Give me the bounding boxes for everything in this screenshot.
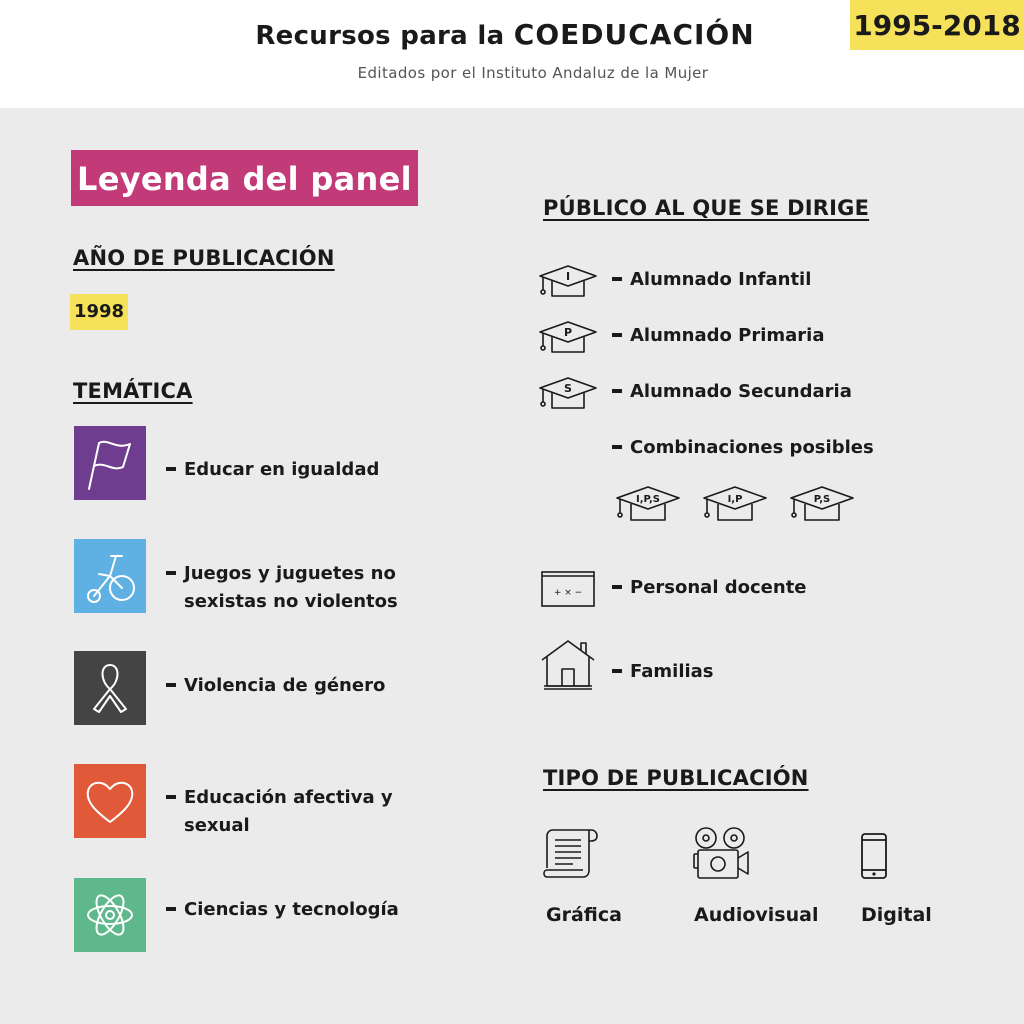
- year-example-badge: 1998: [70, 294, 128, 330]
- graduation-cap-icon: [538, 262, 598, 302]
- svg-text:P,S: P,S: [813, 494, 831, 505]
- audience-label-teachers: Personal docente: [612, 574, 807, 602]
- atom-icon: [74, 878, 146, 952]
- audience-heading: PÚBLICO AL QUE SE DIRIGE: [543, 196, 870, 220]
- graduation-cap-icon: [538, 374, 598, 414]
- audience-label-infantil: Alumnado Infantil: [612, 266, 811, 294]
- svg-text:I: I: [565, 270, 571, 283]
- audience-label-primaria: Alumnado Primaria: [612, 322, 824, 350]
- svg-text:P: P: [563, 326, 573, 339]
- flag-icon: [74, 426, 146, 500]
- heart-icon: [74, 764, 146, 838]
- theme-heading: TEMÁTICA: [73, 379, 193, 403]
- theme-label-toys: Juegos y juguetes no sexistas no violentos: [166, 560, 398, 616]
- theme-tile-toys: [74, 539, 146, 613]
- graduation-cap-icon: [538, 318, 598, 358]
- legend-title: Leyenda del panel: [71, 150, 418, 206]
- year-heading: AÑO DE PUBLICACIÓN: [73, 246, 335, 270]
- graduation-cap-icon: [702, 484, 768, 526]
- scroll-document-icon: [543, 826, 599, 880]
- theme-tile-equality: [74, 426, 146, 500]
- tricycle-icon: [74, 539, 146, 613]
- blackboard-icon: [540, 568, 596, 608]
- theme-tile-affective: [74, 764, 146, 838]
- pubtype-heading: TIPO DE PUBLICACIÓN: [543, 766, 809, 790]
- pubtype-label-grafica: Gráfica: [546, 904, 622, 926]
- smartphone-icon: [860, 832, 888, 880]
- svg-text:I,P: I,P: [727, 494, 743, 505]
- pubtype-label-audiovisual: Audiovisual: [694, 904, 819, 926]
- theme-tile-violence: [74, 651, 146, 725]
- theme-label-science: Ciencias y tecnología: [166, 896, 399, 924]
- audience-label-combinations: Combinaciones posibles: [612, 434, 874, 462]
- page-title: Recursos para la COEDUCACIÓN: [255, 18, 755, 51]
- graduation-cap-icon: [789, 484, 855, 526]
- svg-text:S: S: [564, 382, 572, 395]
- years-badge: 1995-2018: [850, 0, 1024, 50]
- page-subtitle: Editados por el Instituto Andaluz de la Mujer: [357, 64, 709, 82]
- svg-text:+ × −: + × −: [553, 588, 583, 598]
- audience-label-families: Familias: [612, 658, 714, 686]
- theme-tile-science: [74, 878, 146, 952]
- theme-label-violence: Violencia de género: [166, 672, 385, 700]
- svg-text:I,P,S: I,P,S: [635, 494, 661, 505]
- brand-wordmark: COEDUCACIÓN: [513, 18, 755, 51]
- pubtype-label-digital: Digital: [861, 904, 932, 926]
- theme-label-equality: Educar en igualdad: [166, 456, 379, 484]
- audience-label-secundaria: Alumnado Secundaria: [612, 378, 852, 406]
- theme-label-affective: Educación afectiva y sexual: [166, 784, 393, 840]
- ribbon-icon: [74, 651, 146, 725]
- film-camera-icon: [692, 824, 750, 882]
- house-icon: [540, 638, 596, 690]
- graduation-cap-icon: [615, 484, 681, 526]
